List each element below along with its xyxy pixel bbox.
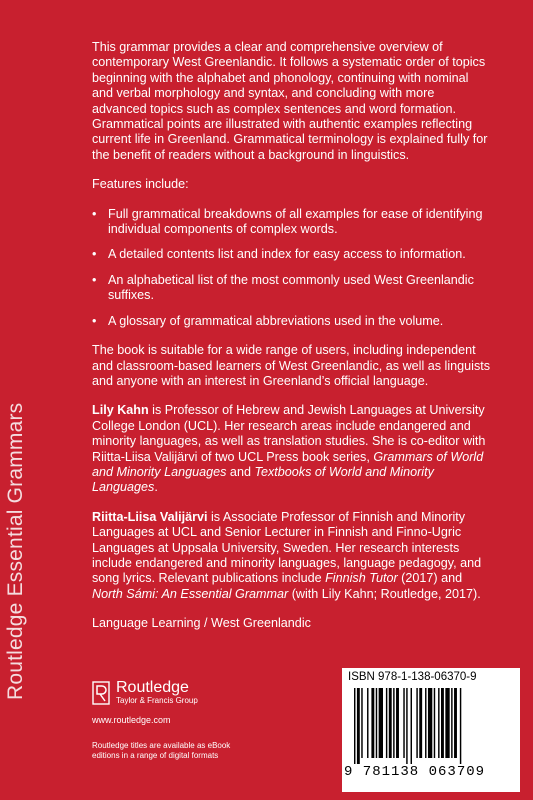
- audience-paragraph: The book is suitable for a wide range of users, including independent and classroom-based learners of West Greenlandic, as well as linguists and anyone with an interest in Greenland’s official language.: [92, 343, 491, 388]
- publisher-name: Routledge: [116, 679, 189, 696]
- author2-name: Riitta-Liisa Valijärvi: [92, 509, 208, 524]
- ebook-note: Routledge titles are available as eBook editions in a range of digital formats: [92, 741, 231, 760]
- publisher-url[interactable]: www.routledge.com: [92, 715, 171, 725]
- back-cover-text: [92, 40, 492, 646]
- features-heading: Features include:: [92, 177, 189, 192]
- feature-item: • An alphabetical list of the most commonly used West Greenlandic suffixes.: [92, 273, 492, 304]
- author2-bio: Riitta-Liisa Valijärvi is Associate Professor of Finnish and Minority Languages at UCL and Senior Lecturer in Finnish and Finno-Ugric Languages at Uppsala University, Sweden. Her research interests include endangered and minority languages, language pedagogy, and song lyrics. Relevant publications include Finnish Tutor (2017) and North Sámi: An Essential Grammar (with Lily Kahn; Routledge, 2017).: [92, 509, 482, 601]
- author1-bio: Lily Kahn is Professor of Hebrew and Jewish Languages at University College London (UCL). Her research areas include endangered and minority languages, as well as translation studies. She is co-editor with Riitta-Liisa Valijärvi of two UCL Press book series, Grammars of World and Minority Languages and Textbooks of World and Minority Languages.: [92, 403, 486, 495]
- publisher-block: [92, 680, 312, 761]
- feature-item: • A detailed contents list and index for easy access to information.: [92, 247, 492, 262]
- publication-title: Finnish Tutor: [325, 571, 398, 586]
- isbn-barcode-box: [342, 668, 520, 792]
- barcode-icon: [352, 688, 510, 764]
- isbn-label: ISBN 978-1-138-06370-9: [348, 671, 477, 683]
- subject-category: Language Learning / West Greenlandic: [92, 616, 311, 631]
- barcode-digits: 9 781138 063709: [344, 764, 486, 780]
- publisher-logo: [92, 680, 312, 705]
- publisher-group: Taylor & Francis Group: [116, 696, 198, 705]
- series-title: Textbooks of World and Minority Languages: [92, 464, 434, 495]
- publication-title: North Sámi: An Essential Grammar: [92, 586, 289, 601]
- features-list: [92, 207, 492, 329]
- series-title-vertical: Routledge Essential Grammars: [4, 402, 27, 700]
- blurb-paragraph: This grammar provides a clear and comprehensive overview of contemporary West Greenlandic. It follows a systematic order of topics beginning with the alphabet and phonology, continuing with nominal and verbal morphology and syntax, and concluding with more advanced topics such as complex sentences and word formation. Grammatical points are illustrated with authentic examples reflecting current life in Greenland. Grammatical terminology is explained fully for the benefit of readers without a background in linguistics.: [92, 40, 488, 162]
- routledge-logo-icon: [92, 681, 110, 705]
- series-title: Grammars of World and Minority Languages: [92, 449, 484, 479]
- feature-item: • Full grammatical breakdowns of all examples for ease of identifying individual components of complex words.: [92, 207, 492, 238]
- feature-item: • A glossary of grammatical abbreviations used in the volume.: [92, 314, 492, 329]
- author1-name: Lily Kahn: [92, 403, 149, 418]
- informa-tagline: an informa business: [380, 785, 443, 792]
